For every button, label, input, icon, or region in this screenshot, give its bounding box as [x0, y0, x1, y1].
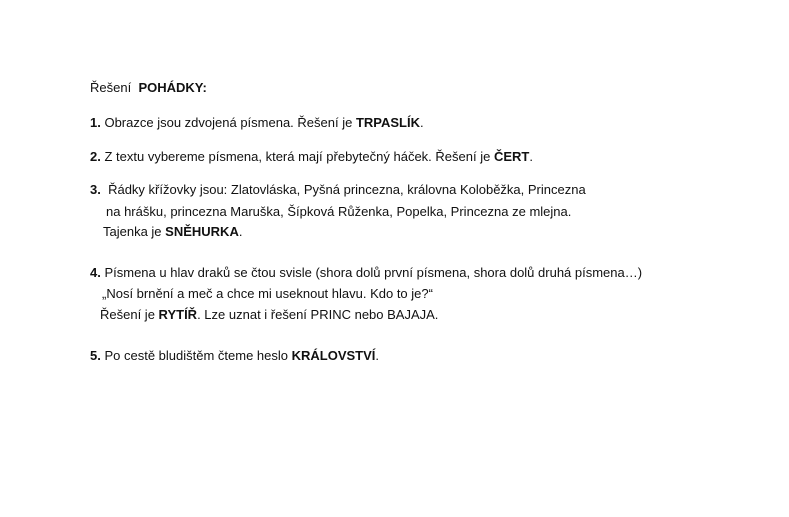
item-text: Z textu vybereme písmena, která mají přebytečný háček. Řešení je [104, 149, 494, 164]
solution-item-3-line-2 [106, 204, 571, 220]
solution-item-3 [90, 182, 586, 198]
heading-suffix: : [202, 80, 207, 95]
item-after: . [419, 115, 424, 130]
heading-title: POHÁDKY [138, 80, 203, 95]
heading-prefix: Řešení [90, 80, 132, 95]
item-text: Obrazce jsou zdvojená písmena. Řešení je [104, 115, 356, 130]
item-answer: KRÁLOVSTVÍ [291, 348, 376, 363]
solution-item-4-line-2 [102, 286, 433, 302]
item-text: Po cestě bludištěm čteme heslo [104, 348, 292, 363]
item-answer: TRPASLÍK [355, 115, 420, 130]
item-answer: ČERT [493, 149, 530, 164]
solution-item-5 [90, 348, 379, 364]
item-number: 5. [90, 348, 101, 363]
item-answer: SNĚHURKA [165, 224, 239, 239]
solution-item-2 [90, 149, 533, 165]
item-after: . Lze uznat i řešení PRINC nebo BAJAJA. [197, 307, 439, 322]
solution-item-4 [90, 265, 642, 281]
item-text: Řešení je [100, 307, 159, 322]
item-text: Písmena u hlav draků se čtou svisle (shora dolů první písmena, shora dolů druhá písmena…) [104, 265, 643, 280]
item-text: Tajenka je [103, 224, 166, 239]
item-answer: RYTÍŘ [158, 307, 198, 322]
item-number: 1. [90, 115, 101, 130]
item-after: . [529, 149, 533, 164]
item-text: „Nosí brnění a meč a chce mi useknout hlavu. Kdo to je?“ [102, 286, 433, 301]
solution-item-3-line-3 [103, 224, 242, 240]
item-after: . [375, 348, 380, 363]
solution-item-1 [90, 115, 424, 131]
item-number: 2. [90, 149, 101, 164]
item-text: na hrášku, princezna Maruška, Šípková Růženka, Popelka, Princezna ze mlejna. [106, 204, 572, 219]
item-number: 3. [90, 182, 101, 197]
item-after: . [238, 224, 243, 239]
solution-item-4-line-3 [100, 307, 438, 323]
item-number: 4. [90, 265, 101, 280]
item-text: Řádky křížovky jsou: Zlatovláska, Pyšná princezna, královna Koloběžka, Princezna [108, 182, 586, 197]
solution-heading [90, 80, 207, 96]
